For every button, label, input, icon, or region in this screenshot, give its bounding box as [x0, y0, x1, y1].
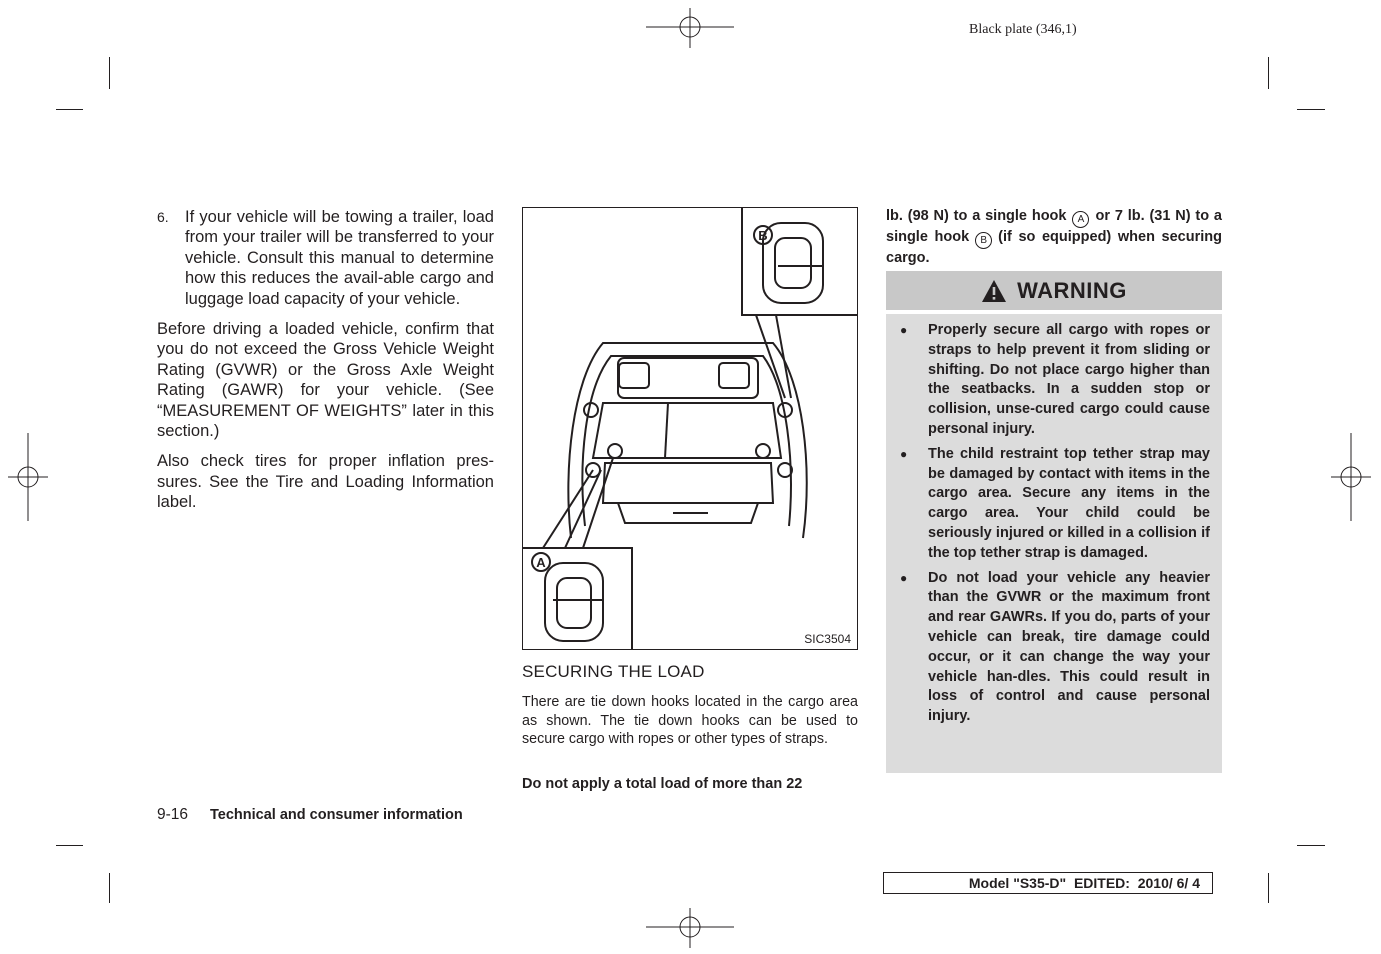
paragraph: Also check tires for proper inflation pres-sures. See the Tire and Loading Information label. [157, 452, 494, 512]
warning-title: WARNING [1017, 277, 1127, 303]
crop-mark [56, 845, 83, 846]
figure-code: SIC3504 [804, 632, 851, 646]
warning-triangle-icon [981, 279, 1007, 303]
left-column [157, 207, 494, 523]
warning-header [886, 271, 1222, 310]
page-number: 9-16 [157, 806, 189, 823]
intro-text: lb. (98 N) to a single hook [886, 208, 1067, 224]
warning-text: The child restraint top tether strap may be damaged by contact with items in the cargo area. Secure any items in the cargo area. Your child could be seriously injured or killed in a collision if the top tether strap is damaged. [928, 445, 1210, 561]
warning-item [898, 321, 1210, 440]
warning-body [886, 314, 1222, 773]
footer-section-title: Technical and consumer information [210, 807, 463, 823]
section-body: There are tie down hooks located in the cargo area as shown. The tie down hooks can be used to secure cargo with ropes or other types of straps. [522, 694, 858, 748]
registration-mark-icon [1331, 433, 1371, 521]
bullet: ● [900, 570, 908, 585]
intro-text: or 7 lb. (31 N) to a single hook [886, 208, 1222, 245]
paragraph: Before driving a loaded vehicle, confirm that you do not exceed the Gross Vehicle Weight Rating (GVWR) or the Gross Axle Weight Rating (GAWR) for your vehicle. (See “MEASUREMENT OF WEIGHTS” later in this section.) [157, 320, 494, 441]
crop-mark [56, 109, 83, 110]
cargo-area-illustration [523, 208, 857, 649]
section-title: SECURING THE LOAD [522, 662, 705, 681]
crop-mark [1297, 845, 1325, 846]
registration-mark-icon [8, 433, 48, 521]
registration-mark-icon [646, 908, 734, 948]
crop-mark [1268, 57, 1269, 89]
intro-text: (if so equipped) when securing cargo. [886, 229, 1222, 266]
model-text: Model "S35-D" EDITED: 2010/ 6/ 4 [968, 875, 1200, 891]
item-number: 6. [157, 209, 169, 225]
crop-mark [1268, 873, 1269, 903]
callout-a: A [531, 552, 551, 572]
crop-mark [1297, 109, 1325, 110]
plate-label: Black plate (346,1) [969, 22, 1077, 37]
callout-b: B [753, 225, 773, 245]
item-text: If your vehicle will be towing a trailer, load from your trailer will be transferred to your vehicle. Consult this manual to determine how this reduces the avail-able cargo and luggage load capacity of your vehicle. [185, 208, 494, 308]
load-limit-continued [886, 207, 1222, 268]
load-limit-text: Do not apply a total load of more than 22 [522, 776, 803, 792]
bullet: ● [900, 446, 908, 461]
bullet: ● [900, 323, 908, 337]
circle-label-a: A [1072, 211, 1089, 228]
list-item [157, 207, 494, 309]
crop-mark [109, 57, 110, 89]
model-edited-box [883, 872, 1213, 894]
cargo-hook-figure [522, 207, 858, 650]
crop-mark [109, 873, 110, 903]
warning-item [898, 569, 1210, 727]
warning-item [898, 445, 1210, 564]
registration-mark-icon [646, 8, 734, 48]
warning-text: Properly secure all cargo with ropes or straps to help prevent it from sliding or shifting. Do not place cargo higher than the seatbacks. In a sudden stop or collision, unse-cured cargo could cause personal injury. [928, 322, 1210, 437]
circle-label-b: B [975, 232, 992, 249]
warning-text: Do not load your vehicle any heavier than the GVWR or the maximum front and rear GAWRs. If you do, parts of your vehicle can break, tire damage could occur, or it can change the way your vehicle han-dles. This could result in loss of control and cause personal injury. [928, 569, 1210, 725]
